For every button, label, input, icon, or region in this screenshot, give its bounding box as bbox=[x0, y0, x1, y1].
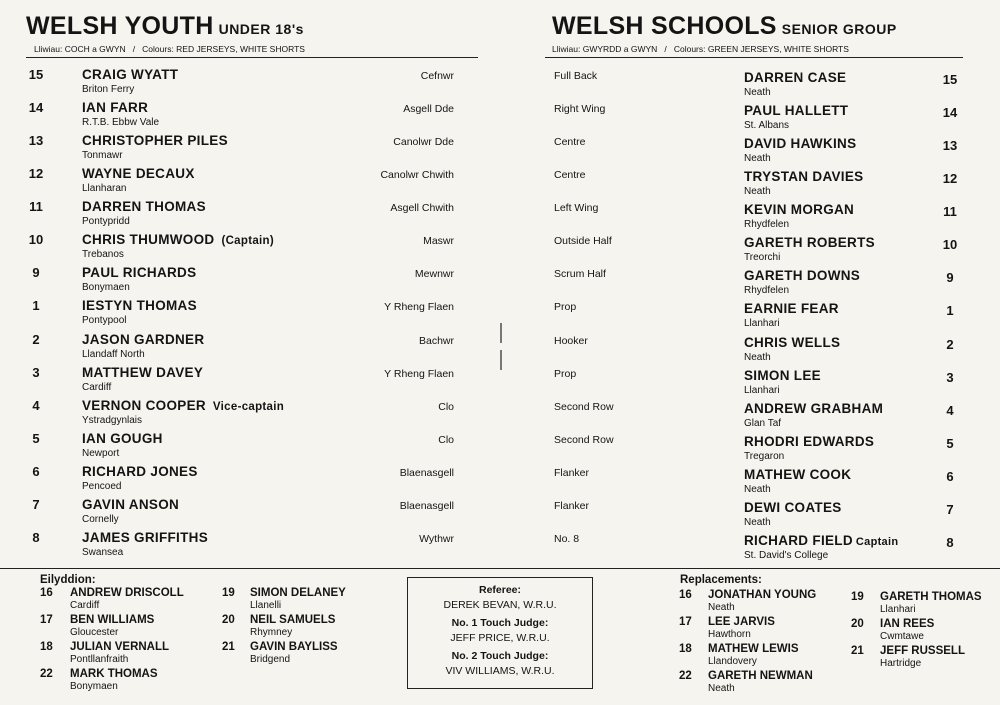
right-header-rule bbox=[545, 57, 963, 58]
player-role-note: Vice-captain bbox=[212, 400, 285, 413]
player-name bbox=[744, 368, 821, 383]
player-position: Outside Half bbox=[554, 235, 612, 248]
player-name-text: CHRISTOPHER PILES bbox=[82, 133, 228, 149]
right-team-colours: Lliwiau: GWYRDD a GWYN / Colours: GREEN JERSEYS, WHITE SHORTS bbox=[552, 44, 849, 54]
substitute-name: IAN REES bbox=[880, 618, 935, 630]
substitute-number: 20 bbox=[851, 618, 864, 630]
jersey-number: 11 bbox=[943, 204, 957, 220]
player-club: Llanhari bbox=[744, 384, 780, 396]
substitute-entry bbox=[40, 641, 200, 669]
player-row bbox=[0, 100, 1000, 133]
player-row bbox=[0, 67, 1000, 100]
player-name-text: DAVID HAWKINS bbox=[744, 136, 857, 152]
jersey-number: 3 bbox=[32, 364, 40, 380]
substitute-club: Bonymaen bbox=[70, 681, 118, 692]
player-position: Prop bbox=[554, 367, 577, 380]
player-club: R.T.B. Ebbw Vale bbox=[82, 117, 160, 129]
substitute-entry bbox=[40, 614, 200, 642]
jersey-number: 1 bbox=[946, 303, 954, 319]
jersey-number: 6 bbox=[946, 468, 954, 484]
substitute-club: Llanhari bbox=[880, 604, 916, 615]
jersey-number: 7 bbox=[946, 501, 954, 517]
substitute-club: Gloucester bbox=[70, 627, 119, 638]
substitute-number: 21 bbox=[222, 641, 235, 653]
player-club: St. Albans bbox=[744, 120, 790, 132]
left-team-colours: Lliwiau: COCH a GWYN / Colours: RED JERSEYS, WHITE SHORTS bbox=[34, 44, 305, 54]
substitute-name: BEN WILLIAMS bbox=[70, 614, 155, 626]
player-club: Trebanos bbox=[82, 249, 124, 261]
substitute-entry bbox=[222, 587, 382, 615]
player-name bbox=[744, 136, 856, 151]
player-club: Cardiff bbox=[82, 381, 112, 393]
jersey-number: 4 bbox=[946, 402, 954, 418]
player-name bbox=[744, 70, 846, 85]
player-name-text: IAN GOUGH bbox=[82, 430, 163, 446]
jersey-number: 8 bbox=[946, 534, 954, 550]
player-row bbox=[0, 133, 1000, 166]
player-club: Pontypool bbox=[82, 315, 127, 327]
substitute-name: JONATHAN YOUNG bbox=[708, 589, 817, 601]
player-name-text: MATHEW COOK bbox=[744, 466, 852, 482]
player-name bbox=[744, 467, 851, 482]
player-role-note: (Captain) bbox=[221, 235, 274, 248]
substitute-entry bbox=[222, 614, 382, 642]
player-name-text: DARREN CASE bbox=[744, 70, 847, 85]
player-club: Swansea bbox=[82, 546, 124, 558]
player-position: Centre bbox=[554, 169, 586, 182]
player-name-text: MATTHEW DAVEY bbox=[82, 364, 204, 380]
player-row bbox=[0, 497, 1000, 530]
player-position: Bachwr bbox=[418, 334, 454, 347]
player-name-text: DARREN THOMAS bbox=[82, 199, 206, 215]
player-row bbox=[0, 265, 1000, 298]
player-position: Scrum Half bbox=[554, 268, 606, 281]
player-position: Blaenasgell bbox=[399, 466, 454, 479]
player-name-text: IESTYN THOMAS bbox=[82, 298, 197, 314]
jersey-number: 11 bbox=[29, 199, 43, 215]
substitute-name: NEIL SAMUELS bbox=[250, 614, 336, 626]
player-name-text: RHODRI EDWARDS bbox=[744, 433, 875, 449]
player-name-text: GAVIN ANSON bbox=[82, 496, 180, 512]
substitute-number: 19 bbox=[851, 591, 864, 603]
player-row bbox=[0, 365, 1000, 398]
player-club: Bonymaen bbox=[82, 282, 130, 294]
player-position: Asgell Dde bbox=[403, 103, 454, 116]
left-header-rule bbox=[26, 57, 478, 58]
player-club: Briton Ferry bbox=[82, 84, 135, 95]
left-subs-heading: Eilyddion: bbox=[40, 574, 96, 586]
player-name bbox=[744, 103, 848, 118]
substitute-entry bbox=[679, 616, 839, 644]
player-position: Clo bbox=[438, 433, 454, 446]
substitute-number: 17 bbox=[40, 614, 53, 626]
player-club: Llanharan bbox=[82, 183, 127, 195]
substitute-number: 16 bbox=[40, 587, 53, 599]
jersey-number: 2 bbox=[946, 336, 954, 352]
substitute-club: Hartridge bbox=[880, 658, 922, 669]
jersey-number: 12 bbox=[28, 166, 44, 182]
player-name bbox=[744, 401, 883, 416]
player-club: Rhydfelen bbox=[744, 219, 790, 231]
player-club: Llandaff North bbox=[82, 348, 145, 360]
substitute-entry bbox=[222, 641, 382, 669]
player-position: Full Back bbox=[554, 70, 598, 82]
substitute-club: Llandovery bbox=[708, 656, 757, 667]
jersey-number: 9 bbox=[32, 265, 40, 281]
player-position: Mewnwr bbox=[414, 268, 454, 281]
jersey-number: 5 bbox=[32, 430, 40, 446]
player-club: Newport bbox=[82, 447, 120, 459]
jersey-number: 13 bbox=[942, 138, 958, 154]
player-position: Second Row bbox=[554, 400, 614, 413]
substitute-name: JEFF RUSSELL bbox=[880, 645, 965, 657]
player-position: Asgell Chwith bbox=[390, 202, 454, 215]
substitute-number: 18 bbox=[40, 641, 53, 653]
jersey-number: 4 bbox=[32, 397, 40, 413]
substitute-entry bbox=[851, 618, 1000, 646]
player-club: Tonmawr bbox=[82, 150, 123, 162]
player-name-text: VERNON COOPER bbox=[82, 397, 206, 413]
substitute-club: Cwmtawe bbox=[880, 631, 924, 642]
player-name-text: GARETH DOWNS bbox=[744, 268, 861, 284]
player-row bbox=[0, 298, 1000, 331]
player-name bbox=[744, 169, 863, 184]
substitute-name: GARETH NEWMAN bbox=[708, 670, 813, 682]
player-name-text: DEWI COATES bbox=[744, 499, 842, 515]
player-name-text: WAYNE DECAUX bbox=[82, 166, 195, 182]
substitute-entry bbox=[40, 587, 200, 615]
player-name bbox=[744, 434, 874, 449]
jersey-number: 9 bbox=[946, 270, 954, 286]
player-role-note: Captain bbox=[855, 535, 899, 548]
player-club: Pencoed bbox=[82, 480, 122, 492]
player-name-text: GARETH ROBERTS bbox=[744, 235, 875, 251]
substitute-name: SIMON DELANEY bbox=[250, 587, 346, 599]
substitute-name: GAVIN BAYLISS bbox=[250, 641, 338, 653]
jersey-number: 10 bbox=[942, 237, 958, 253]
jersey-number: 15 bbox=[942, 72, 958, 87]
player-position: Centre bbox=[554, 136, 586, 149]
player-club: Ystradgynlais bbox=[82, 414, 143, 426]
player-row bbox=[0, 431, 1000, 464]
player-name bbox=[744, 301, 839, 316]
jersey-number: 7 bbox=[32, 496, 40, 512]
substitute-name: GARETH THOMAS bbox=[880, 591, 982, 603]
player-name-text: JASON GARDNER bbox=[82, 331, 205, 347]
substitute-club: Pontllanfraith bbox=[70, 654, 129, 665]
jersey-number: 12 bbox=[942, 171, 958, 187]
substitute-number: 19 bbox=[222, 587, 235, 599]
player-club: St. David's College bbox=[744, 549, 829, 561]
player-position: Left Wing bbox=[554, 202, 599, 215]
substitute-club: Neath bbox=[708, 683, 735, 694]
player-club: Tregaron bbox=[744, 450, 785, 462]
player-name-text: RICHARD JONES bbox=[82, 463, 198, 479]
touch-judge-2-name: VIV WILLIAMS, W.R.U. bbox=[445, 665, 555, 677]
substitute-number: 17 bbox=[679, 616, 692, 628]
touch-judge-2-label: No. 2 Touch Judge: bbox=[451, 650, 549, 662]
player-position: No. 8 bbox=[554, 532, 580, 545]
touch-judge-1-label: No. 1 Touch Judge: bbox=[451, 617, 549, 629]
player-name-text: CHRIS THUMWOOD bbox=[82, 232, 215, 248]
player-row bbox=[0, 332, 1000, 365]
substitute-name: ANDREW DRISCOLL bbox=[70, 587, 184, 599]
player-position: Clo bbox=[438, 400, 454, 413]
player-club: Llanhari bbox=[744, 318, 780, 330]
player-position: Flanker bbox=[554, 499, 590, 512]
player-name-text: KEVIN MORGAN bbox=[744, 202, 855, 218]
substitute-entry bbox=[679, 643, 839, 671]
player-row bbox=[0, 464, 1000, 497]
player-name-text: PAUL RICHARDS bbox=[82, 265, 197, 281]
player-name-text: CRAIG WYATT bbox=[82, 67, 179, 82]
player-name-text: TRYSTAN DAVIES bbox=[744, 169, 864, 185]
jersey-number: 10 bbox=[28, 232, 44, 248]
player-position: Hooker bbox=[554, 334, 588, 347]
officials-box bbox=[407, 577, 593, 689]
player-club: Neath bbox=[744, 483, 771, 495]
substitute-club: Hawthorn bbox=[708, 629, 751, 640]
left-team-subtitle: UNDER 18's bbox=[218, 21, 304, 37]
player-club: Pontypridd bbox=[82, 216, 130, 228]
player-name-text: PAUL HALLETT bbox=[744, 103, 849, 119]
player-club: Neath bbox=[744, 87, 771, 98]
right-team-title bbox=[552, 12, 897, 41]
player-row bbox=[0, 166, 1000, 199]
player-position: Second Row bbox=[554, 433, 614, 446]
substitute-number: 21 bbox=[851, 645, 864, 657]
player-club: Neath bbox=[744, 186, 771, 198]
player-club: Neath bbox=[744, 351, 771, 363]
player-position: Canolwr Chwith bbox=[380, 169, 454, 182]
substitute-name: MARK THOMAS bbox=[70, 668, 158, 680]
player-name bbox=[744, 235, 875, 250]
substitute-name: JULIAN VERNALL bbox=[70, 641, 170, 653]
player-club: Neath bbox=[744, 516, 771, 528]
jersey-number: 15 bbox=[28, 67, 44, 82]
player-row bbox=[0, 232, 1000, 265]
right-team-subtitle: SENIOR GROUP bbox=[781, 21, 897, 37]
substitute-number: 22 bbox=[40, 668, 53, 680]
substitute-number: 22 bbox=[679, 670, 692, 682]
substitute-entry bbox=[851, 645, 1000, 673]
jersey-number: 1 bbox=[32, 298, 40, 314]
jersey-number: 14 bbox=[942, 105, 958, 121]
substitute-club: Bridgend bbox=[250, 654, 291, 665]
player-club: Rhydfelen bbox=[744, 285, 790, 297]
player-position: Prop bbox=[554, 301, 577, 314]
player-name bbox=[744, 335, 840, 350]
player-position: Right Wing bbox=[554, 103, 606, 116]
touch-judge-1-name: JEFF PRICE, W.R.U. bbox=[450, 632, 550, 644]
substitute-name: MATHEW LEWIS bbox=[708, 643, 799, 655]
jersey-number: 14 bbox=[28, 100, 44, 116]
substitute-entry bbox=[679, 670, 839, 698]
player-position: Canolwr Dde bbox=[393, 136, 454, 149]
player-name-text: ANDREW GRABHAM bbox=[744, 400, 884, 416]
substitute-club: Llanelli bbox=[250, 600, 282, 611]
player-name bbox=[744, 500, 842, 515]
player-position: Wythwr bbox=[419, 532, 454, 545]
left-team-name: WELSH YOUTH bbox=[26, 12, 214, 40]
player-name bbox=[744, 533, 898, 548]
player-name bbox=[744, 268, 860, 283]
jersey-number: 13 bbox=[28, 133, 44, 149]
substitute-club: Neath bbox=[708, 602, 735, 613]
player-row bbox=[0, 398, 1000, 431]
player-position: Y Rheng Flaen bbox=[384, 301, 454, 314]
player-club: Cornelly bbox=[82, 513, 119, 525]
substitute-club: Cardiff bbox=[70, 600, 100, 611]
substitute-entry bbox=[40, 668, 200, 696]
player-position: Flanker bbox=[554, 466, 590, 479]
player-name-text: EARNIE FEAR bbox=[744, 301, 839, 317]
player-row bbox=[0, 530, 1000, 563]
player-name-text: CHRIS WELLS bbox=[744, 334, 841, 350]
player-position: Maswr bbox=[423, 235, 454, 248]
player-name-text: RICHARD FIELD bbox=[744, 532, 853, 548]
player-name bbox=[744, 202, 854, 217]
left-team-title bbox=[26, 12, 304, 41]
player-name-text: JAMES GRIFFITHS bbox=[82, 529, 209, 545]
substitute-name: LEE JARVIS bbox=[708, 616, 775, 628]
player-position: Cefnwr bbox=[420, 70, 454, 82]
substitute-entry bbox=[851, 591, 1000, 619]
jersey-number: 6 bbox=[32, 463, 40, 479]
jersey-number: 8 bbox=[32, 529, 40, 545]
player-position: Blaenasgell bbox=[399, 499, 454, 512]
right-subs-heading: Replacements: bbox=[680, 574, 762, 586]
substitute-number: 16 bbox=[679, 589, 692, 601]
jersey-number: 3 bbox=[946, 369, 954, 385]
player-name-text: SIMON LEE bbox=[744, 367, 821, 383]
player-club: Neath bbox=[744, 153, 771, 165]
substitute-number: 18 bbox=[679, 643, 692, 655]
substitute-entry bbox=[679, 589, 839, 617]
player-club: Treorchi bbox=[744, 252, 781, 264]
jersey-number: 5 bbox=[946, 435, 954, 451]
substitute-club: Rhymney bbox=[250, 627, 293, 638]
referee-name: DEREK BEVAN, W.R.U. bbox=[443, 599, 557, 611]
bottom-section-rule bbox=[0, 568, 1000, 569]
substitute-number: 20 bbox=[222, 614, 235, 626]
player-name-text: IAN FARR bbox=[82, 100, 149, 116]
player-position: Y Rheng Flaen bbox=[384, 367, 454, 380]
referee-label: Referee: bbox=[478, 584, 522, 596]
player-row bbox=[0, 199, 1000, 232]
right-team-name: WELSH SCHOOLS bbox=[552, 12, 777, 40]
jersey-number: 2 bbox=[32, 331, 40, 347]
player-club: Glan Taf bbox=[744, 417, 782, 429]
